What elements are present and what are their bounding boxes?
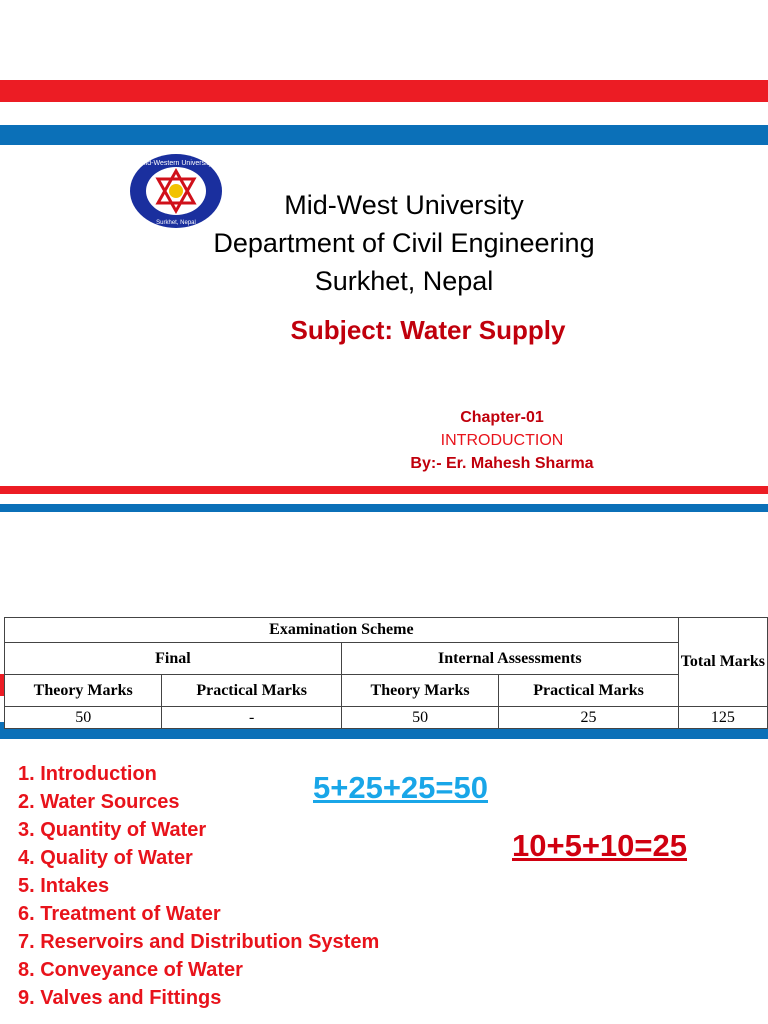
internal-assessments-header: Internal Assessments	[341, 643, 678, 675]
table-title: Examination Scheme	[5, 618, 679, 643]
department-name: Department of Civil Engineering	[213, 228, 595, 258]
formula-red: 10+5+10=25	[512, 828, 687, 863]
list-item: 9. Valves and Fittings	[18, 987, 222, 1009]
formula-blue: 5+25+25=50	[313, 770, 488, 805]
list-item: 4. Quality of Water	[18, 847, 193, 869]
col-practical-internal: Practical Marks	[499, 675, 678, 707]
list-item: 7. Reservoirs and Distribution System	[18, 931, 380, 953]
top-red-band	[0, 80, 768, 102]
col-practical-final: Practical Marks	[162, 675, 341, 707]
cell-total: 125	[678, 707, 767, 729]
list-item: 8. Conveyance of Water	[18, 959, 243, 981]
list-item: 6. Treatment of Water	[18, 903, 221, 925]
university-name: Mid-West University	[284, 190, 524, 220]
logo-bottom-text: Surkhet, Nepal	[156, 220, 196, 226]
col-theory-final: Theory Marks	[5, 675, 162, 707]
bottom-red-band	[0, 486, 768, 494]
col-theory-internal: Theory Marks	[341, 675, 498, 707]
list-item: 2. Water Sources	[18, 791, 180, 813]
cell-theory-final: 50	[5, 707, 162, 729]
chapter-number: Chapter-01	[460, 409, 544, 426]
logo-ring-text: Mid-Western University	[139, 160, 213, 167]
author-line: By:- Er. Mahesh Sharma	[410, 455, 594, 472]
cell-practical-internal: 25	[499, 707, 678, 729]
table-row	[5, 707, 768, 729]
subject-title: Subject: Water Supply	[290, 315, 566, 345]
chapter-title: INTRODUCTION	[440, 432, 564, 449]
list-item: 1. Introduction	[18, 763, 157, 785]
total-marks-header: Total Marks	[678, 618, 767, 707]
list-item: 3. Quantity of Water	[18, 819, 207, 841]
examination-scheme-table	[4, 617, 768, 729]
cell-practical-final: -	[162, 707, 341, 729]
top-blue-band	[0, 125, 768, 145]
location-text: Surkhet, Nepal	[314, 266, 494, 296]
list-item: 5. Intakes	[18, 875, 110, 897]
cell-theory-internal: 50	[341, 707, 498, 729]
final-header: Final	[5, 643, 342, 675]
bottom-blue-band	[0, 504, 768, 512]
